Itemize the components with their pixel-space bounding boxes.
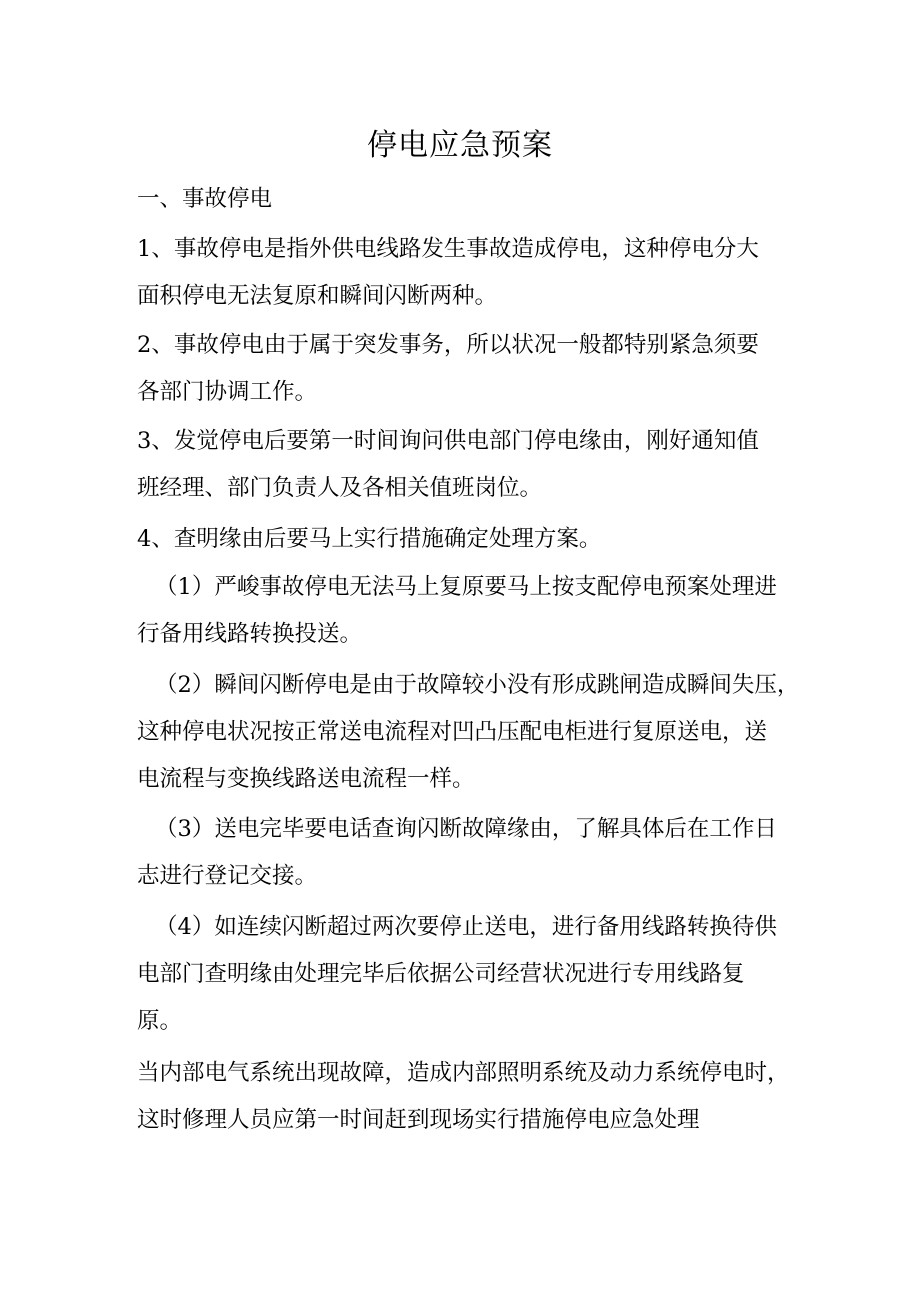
paragraph-8: [137, 904, 787, 1045]
paragraph-2: [137, 322, 787, 416]
paragraph-line: 班经理、部门负责人及各相关值班岗位。: [137, 475, 543, 501]
paragraph-6: [137, 662, 800, 803]
paragraph-line: 这种停电状况按正常送电流程对凹凸压配电柜进行复原送电，送: [137, 719, 768, 745]
paragraph-line: 这时修理人员应第一时间赶到现场实行措施停电应急处理: [137, 1107, 700, 1133]
paragraph-line: 志进行登记交接。: [137, 863, 318, 889]
paragraph-line: 各部门协调工作。: [137, 379, 318, 405]
paragraph-5: [137, 564, 787, 658]
paragraph-line: 2、事故停电由于属于突发事务，所以状况一般都特别紧急须要: [137, 332, 759, 358]
paragraph-line: 面积停电无法复原和瞬间闪断两种。: [137, 283, 498, 309]
paragraph-line: 电部门查明缘由处理完毕后依据公司经营状况进行专用线路复: [137, 961, 745, 987]
paragraph-line: 当内部电气系统出现故障，造成内部照明系统及动力系统停电时，: [137, 1060, 790, 1086]
paragraph-line: 原。: [137, 1008, 183, 1034]
paragraph-line: （2）瞬间闪断停电是由于故障较小没有形成跳闸造成瞬间失压，: [155, 672, 800, 698]
paragraph-line: 行备用线路转换投送。: [137, 621, 363, 647]
section-heading: 一、事故停电: [137, 186, 273, 212]
paragraph-4: 4、查明缘由后要马上实行措施确定处理方案。: [137, 526, 602, 552]
paragraph-line: 3、发觉停电后要第一时间询问供电部门停电缘由，刚好通知值: [137, 428, 759, 454]
paragraph-line: （1）严峻事故停电无法马上复原要马上按支配停电预案处理进: [155, 574, 777, 600]
paragraph-3: [137, 418, 787, 512]
document-title: 停电应急预案: [367, 128, 553, 163]
paragraph-line: （4）如连续闪断超过两次要停止送电，进行备用线路转换待供: [155, 914, 777, 940]
paragraph-line: 1、事故停电是指外供电线路发生事故造成停电，这种停电分大: [137, 236, 759, 262]
paragraph-7: [137, 806, 787, 900]
paragraph-line: 电流程与变换线路送电流程一样。: [137, 766, 475, 792]
paragraph-9: [137, 1050, 790, 1144]
paragraph-1: [137, 226, 787, 320]
paragraph-line: （3）送电完毕要电话查询闪断故障缘由，了解具体后在工作日: [155, 816, 777, 842]
